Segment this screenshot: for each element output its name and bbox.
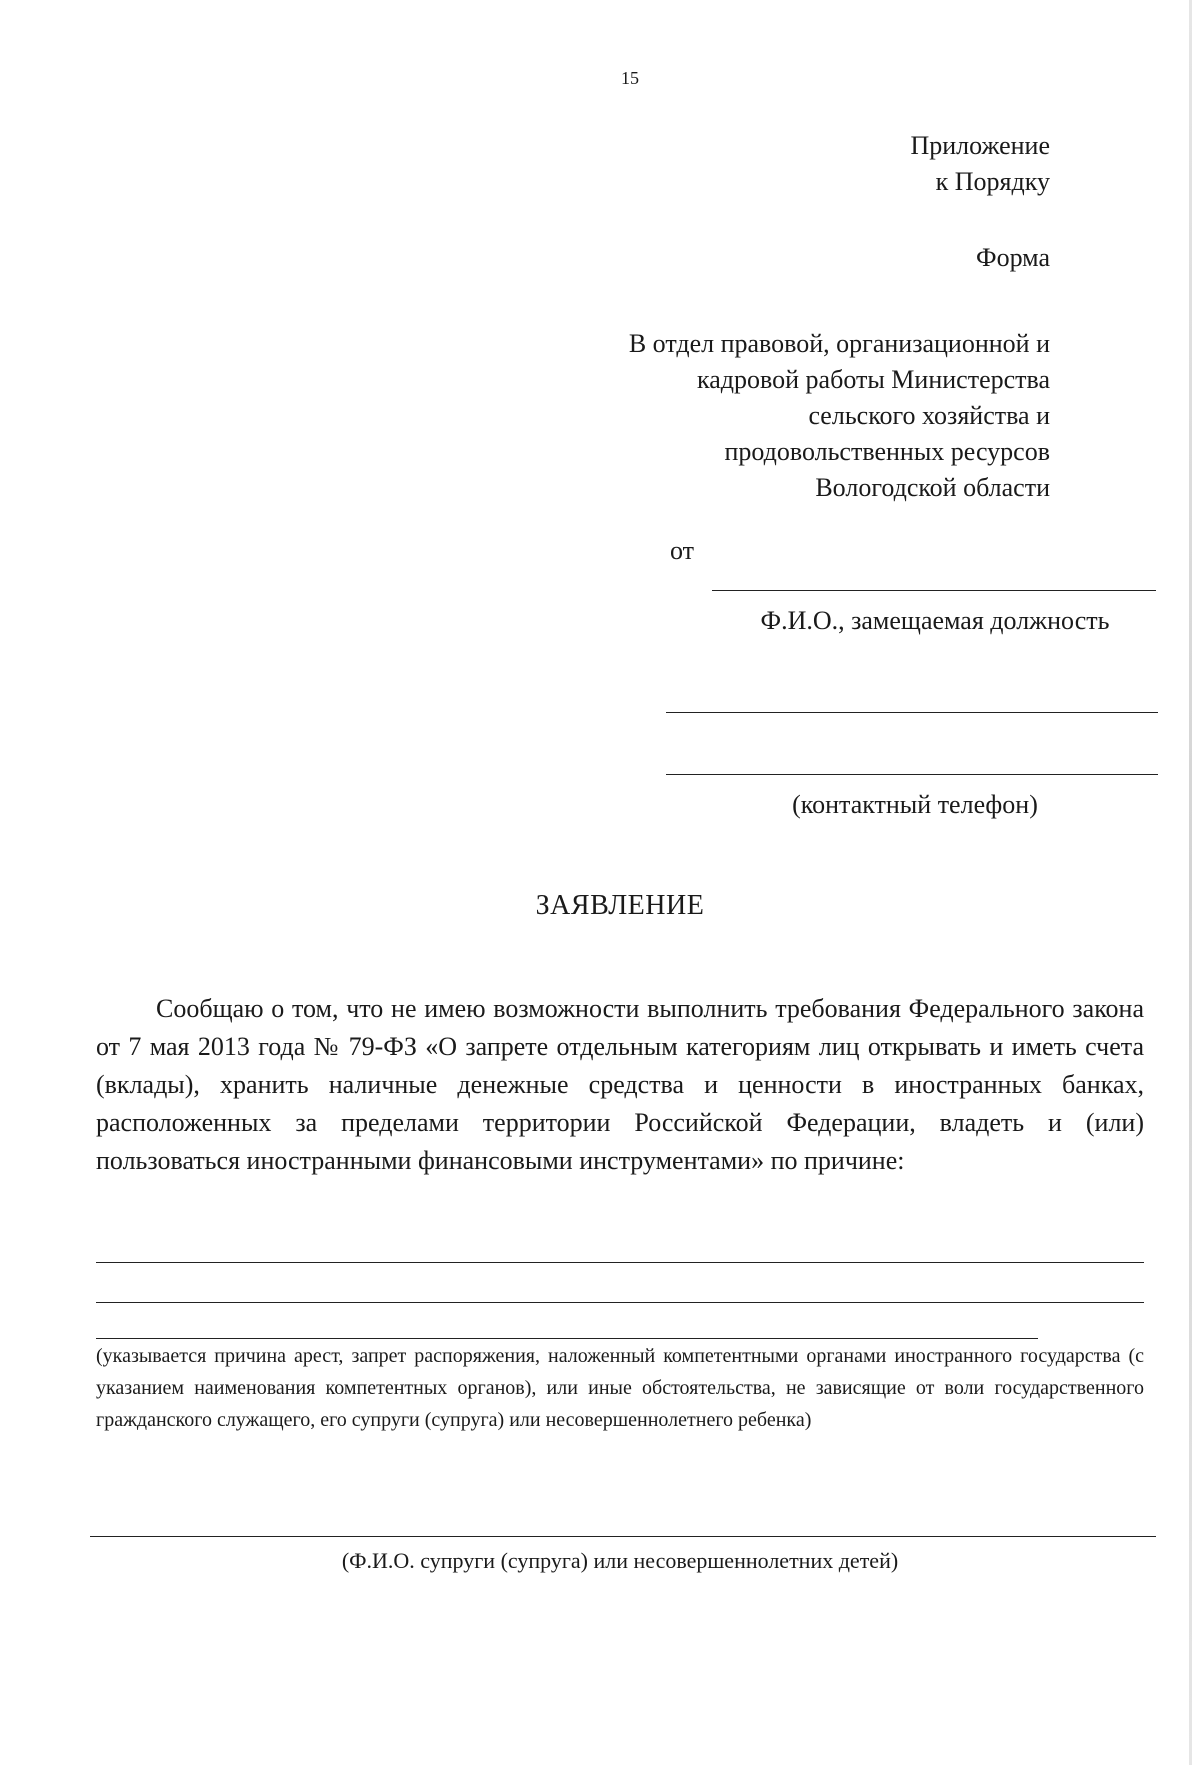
family-caption: (Ф.И.О. супруги (супруга) или несовершеннолетних детей) (341, 1548, 899, 1573)
reason-note: (указывается причина арест, запрет распоряжения, наложенный компетентными органами иностранного государства (с указанием наименования компетентных органов), или иные обстоятельства, не зависящие от воли государственного гражданского служащего, его супруги (супруга) или несовершеннолетнего ребенка) (96, 1345, 1144, 1431)
page-number: 15 (621, 68, 639, 88)
appendix-header (910, 128, 1050, 200)
from-label: от (670, 536, 695, 565)
appendix-line: Приложение (910, 131, 1050, 160)
phone-line (666, 774, 1158, 775)
applicant-name-line (712, 590, 1156, 591)
addressee-line: В отдел правовой, организационной и (628, 329, 1050, 358)
blank-line (666, 712, 1158, 713)
statement-text: Сообщаю о том, что не имею возможности выполнить требования Федерального закона от 7 мая 2013 года № 79-ФЗ «О запрете отдельным категориям лиц открывать и иметь счета (вклады), хранить наличные денежные средства и ценности в иностранных банках, расположенных за пределами территории Российской Федерации, владеть и (или) пользоваться иностранными финансовыми инструментами» по причине: (96, 994, 1144, 1175)
addressee-line: сельского хозяйства и (808, 401, 1050, 430)
reason-line-1 (96, 1262, 1144, 1263)
form-label: Форма (976, 243, 1050, 272)
reason-line-3 (96, 1338, 1038, 1339)
document-title: ЗАЯВЛЕНИЕ (535, 890, 705, 921)
reason-line-2 (96, 1302, 1144, 1303)
addressee-block (629, 326, 1050, 506)
addressee-line: продовольственных ресурсов (724, 437, 1050, 466)
applicant-caption: Ф.И.О., замещаемая должность (760, 606, 1110, 635)
appendix-line: к Порядку (935, 167, 1050, 196)
phone-caption: (контактный телефон) (792, 790, 1038, 819)
family-name-line (90, 1536, 1156, 1537)
scan-edge (1189, 0, 1192, 1765)
addressee-line: Вологодской области (815, 473, 1050, 502)
addressee-line: кадровой работы Министерства (697, 365, 1050, 394)
